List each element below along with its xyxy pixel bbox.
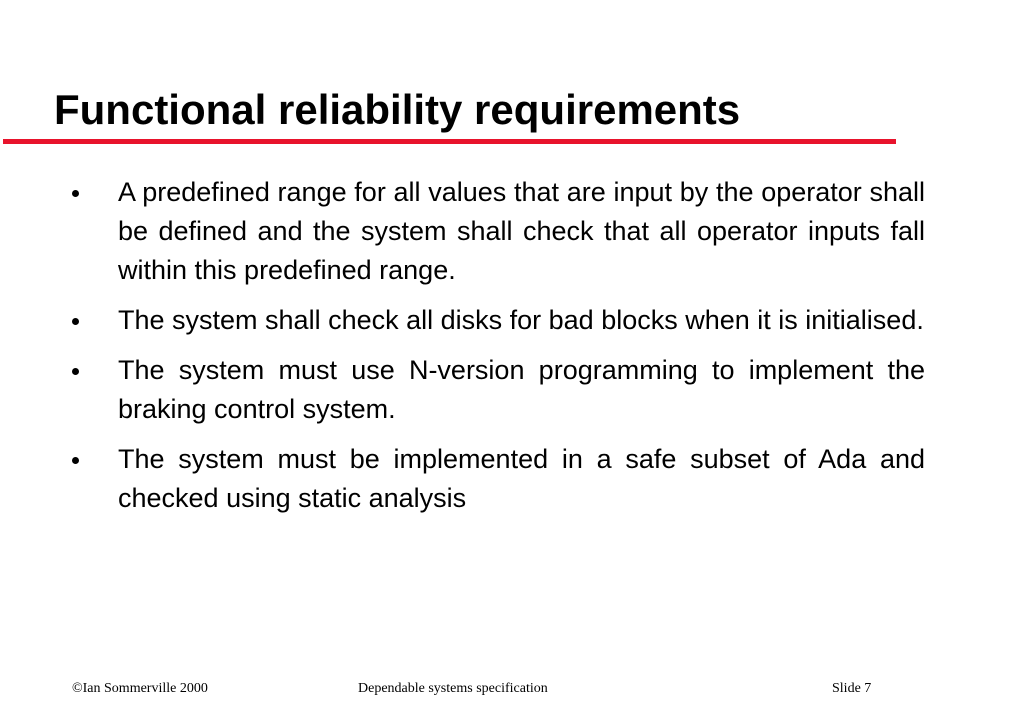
bullet-text: The system shall check all disks for bad blocks when it is initialised.	[118, 305, 924, 335]
title-underline	[3, 139, 896, 144]
bullet-list	[70, 173, 925, 529]
bullet-dot-icon	[72, 190, 79, 197]
bullet-dot-icon	[72, 457, 79, 464]
bullet-item	[70, 301, 925, 340]
slide-title: Functional reliability requirements	[54, 86, 741, 133]
bullet-text: A predefined range for all values that are input by the operator shall be defined and the system shall check that all operator inputs fall within this predefined range.	[118, 177, 925, 285]
bullet-item	[70, 440, 925, 518]
footer-copyright: ©Ian Sommerville 2000	[72, 681, 208, 696]
bullet-text: The system must be implemented in a safe subset of Ada and checked using static analysis	[118, 444, 925, 513]
bullet-item	[70, 173, 925, 290]
bullet-dot-icon	[72, 318, 79, 325]
bullet-item	[70, 351, 925, 429]
footer-slide-number: Slide 7	[832, 681, 872, 696]
bullet-text: The system must use N-version programming to implement the braking control system.	[118, 355, 925, 424]
footer-course-title: Dependable systems specification	[358, 681, 548, 696]
bullet-dot-icon	[72, 368, 79, 375]
